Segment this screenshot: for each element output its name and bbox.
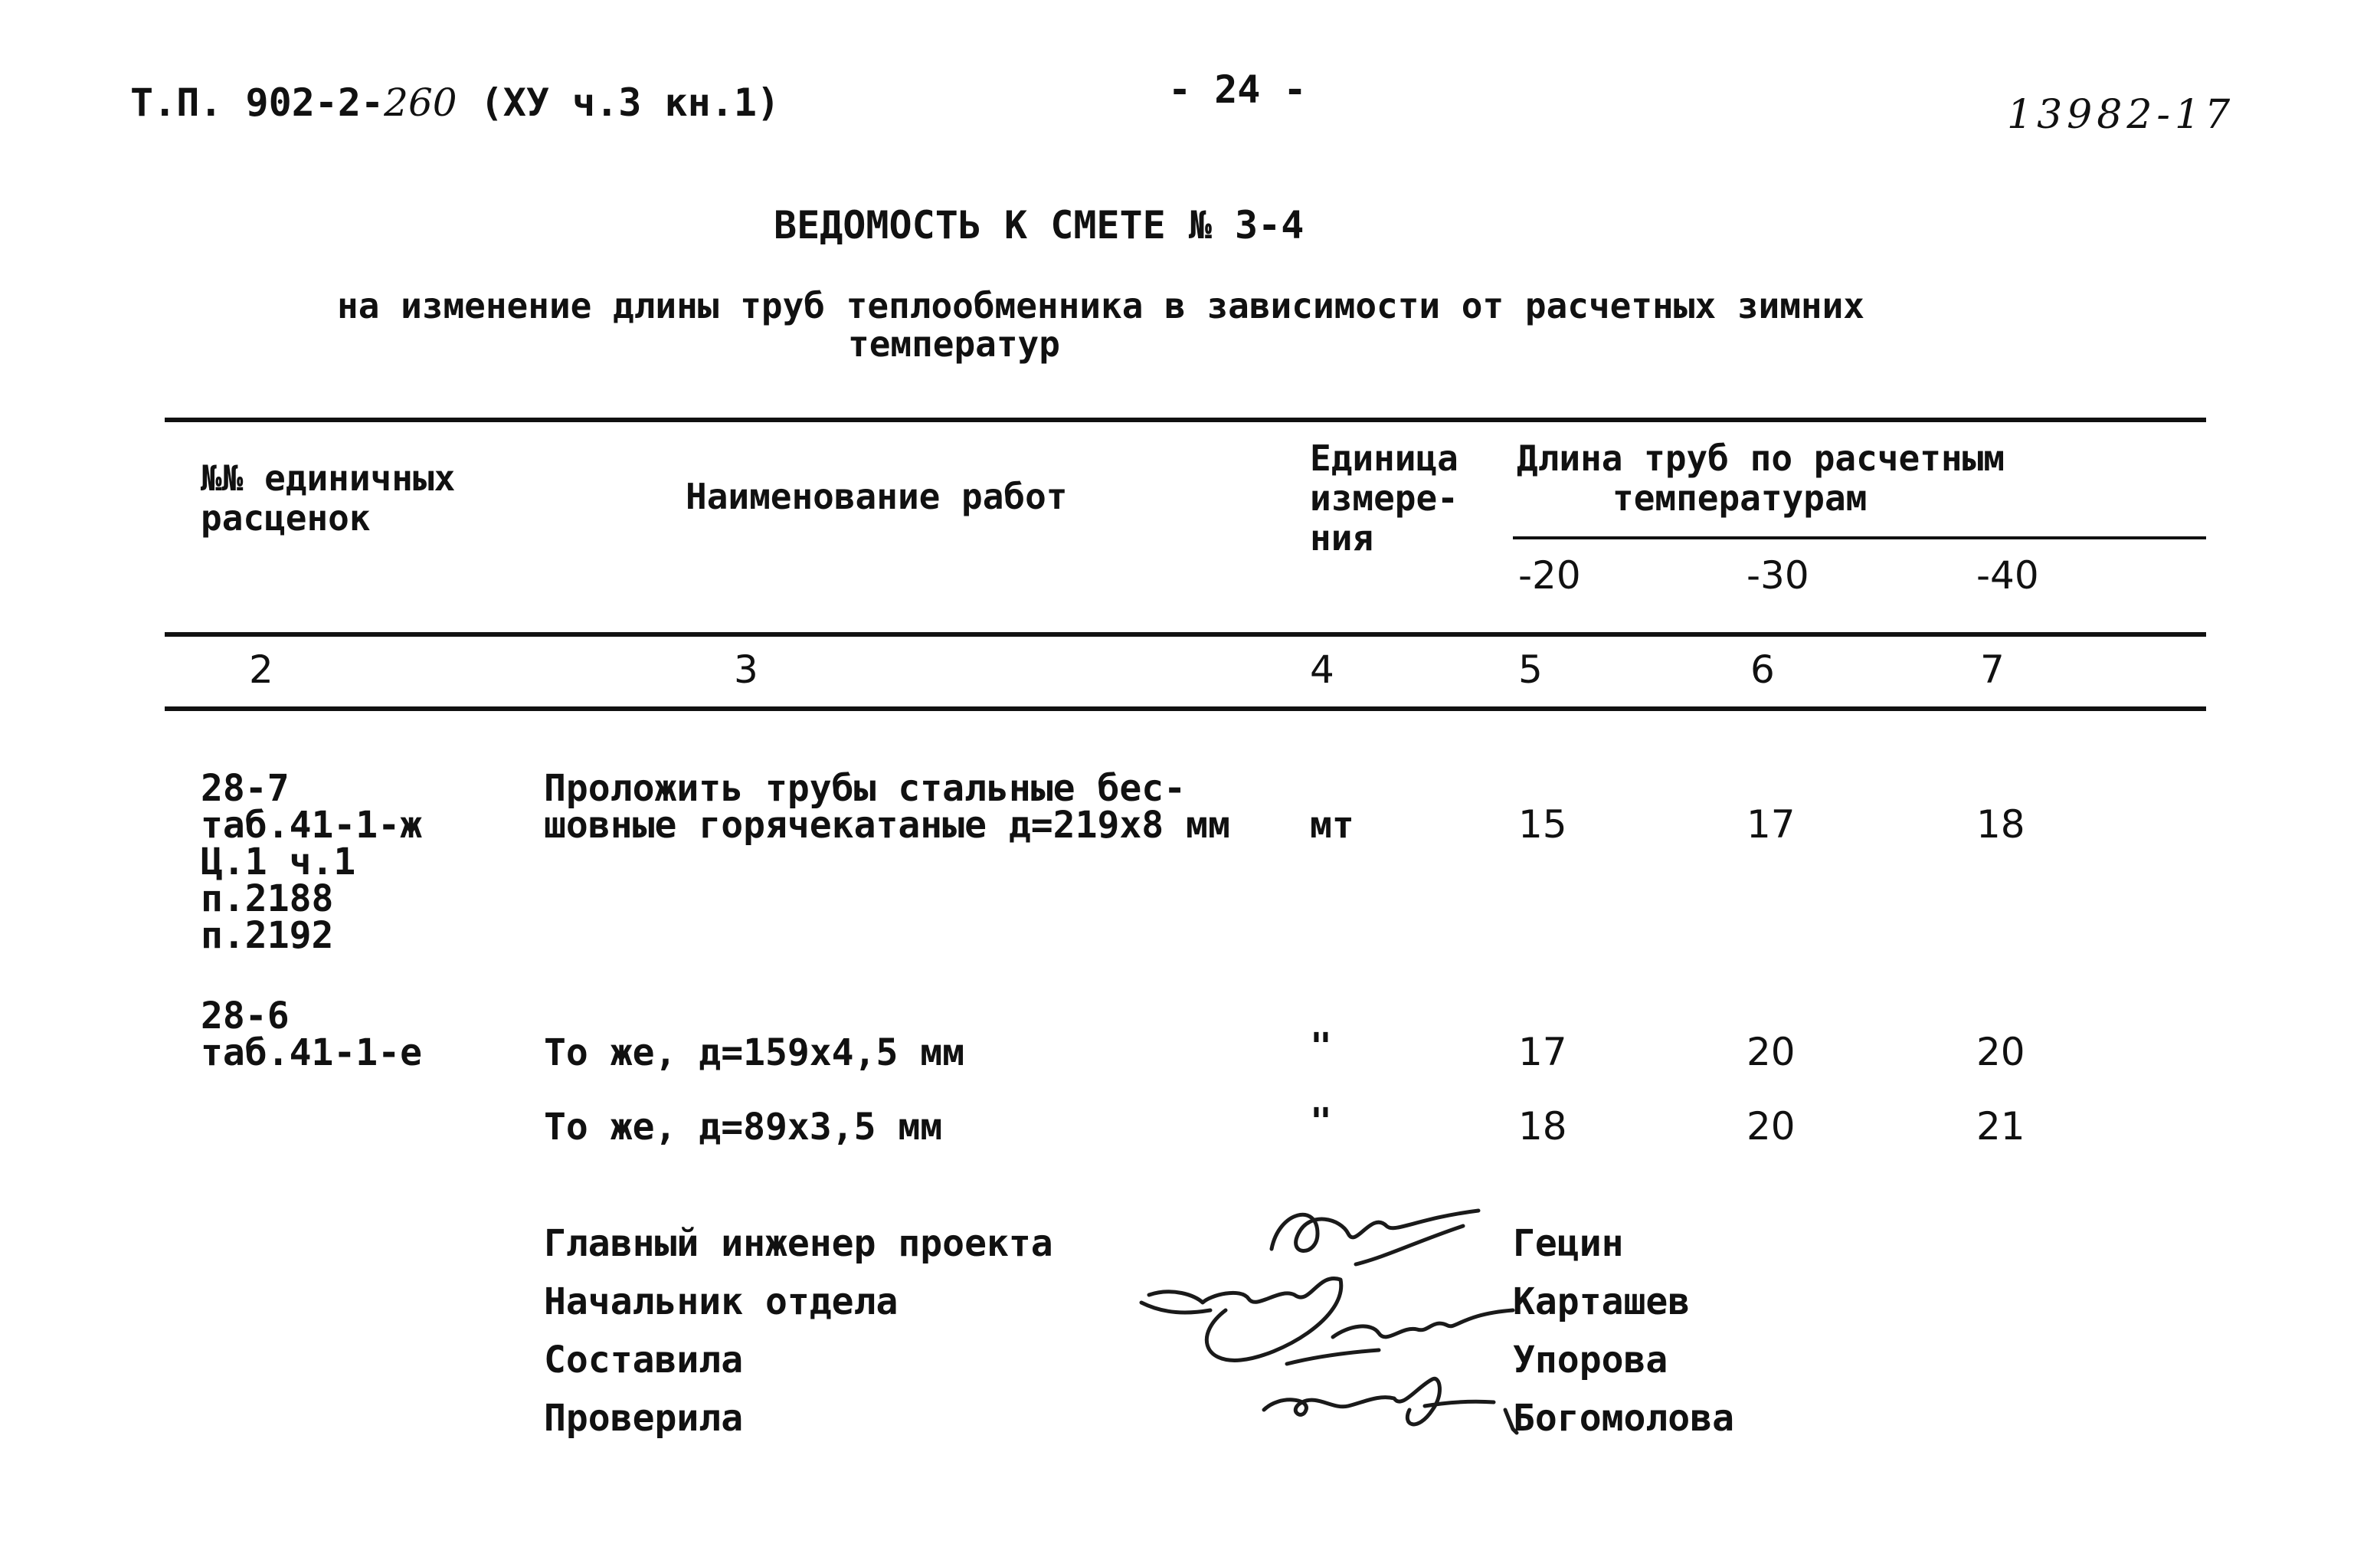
stamp-number: 13982-17 — [2007, 92, 2235, 138]
header-unit-line1: Единица — [1310, 438, 1458, 479]
table-row-3-unit: " — [1310, 1100, 1332, 1143]
table-row-2-value-minus-30: 20 — [1747, 1030, 1796, 1074]
signature-tick — [1505, 1410, 1517, 1433]
rate-line: таб.41-1-ж — [201, 804, 422, 847]
table-row-1-value-minus-20: 15 — [1518, 802, 1567, 847]
header-unit — [1310, 438, 1458, 558]
signature-scribble-3b — [1287, 1350, 1379, 1364]
column-number-2: 2 — [249, 647, 273, 692]
rate-line: п.2192 — [201, 914, 334, 957]
table-row-2-unit: " — [1310, 1025, 1332, 1068]
table-row-1-unit: мт — [1310, 804, 1354, 847]
table-row-2-work-name: То же, д=159х4,5 мм — [544, 1031, 965, 1074]
signature-name-bogomolova: Богомолова — [1513, 1397, 1734, 1440]
document-subtitle-line2: температур — [848, 323, 1060, 365]
handwritten-signatures — [1126, 1180, 1524, 1486]
work-name-line1: Проложить трубы стальные бес- — [544, 767, 1187, 810]
signature-name-kartashev: Карташев — [1513, 1280, 1691, 1323]
signature-scribble-3 — [1333, 1310, 1513, 1337]
document-code-prefix: Т.П. 902-2- — [130, 80, 385, 125]
header-length-line1: Длина труб по расчетным — [1517, 438, 2005, 479]
signature-role-department-head: Начальник отдела — [544, 1280, 899, 1323]
temperature-subheader-rule — [1513, 536, 2206, 539]
column-number-6: 6 — [1750, 647, 1775, 692]
table-row-1-value-minus-40: 18 — [1976, 802, 2025, 847]
document-title: ВЕДОМОСТЬ К СМЕТЕ № 3-4 — [774, 203, 1305, 247]
column-number-rule — [165, 706, 2206, 711]
page-number: - 24 - — [1168, 67, 1307, 112]
header-temp-minus-20: -20 — [1518, 553, 1581, 598]
signature-name-uporova: Упорова — [1513, 1339, 1668, 1381]
document-code-handwritten: 260 — [384, 80, 457, 125]
signature-role-checked-by: Проверила — [544, 1397, 744, 1440]
signature-scribble-2 — [1149, 1279, 1341, 1361]
table-row-3-work-name: То же, д=89х3,5 мм — [544, 1106, 943, 1149]
rate-line: таб.41-1-е — [201, 1031, 422, 1074]
signature-names — [1513, 1214, 1734, 1447]
table-row-1-work-name — [544, 767, 1230, 847]
column-number-5: 5 — [1518, 647, 1543, 692]
header-bottom-rule — [165, 632, 2206, 637]
header-unit-line3: ния — [1310, 517, 1374, 559]
header-unit-line2: измере- — [1310, 477, 1458, 519]
signature-scribble-4 — [1264, 1378, 1439, 1424]
table-top-rule — [165, 418, 2206, 422]
table-row-1-rates — [201, 767, 422, 957]
table-row-3-value-minus-40: 21 — [1976, 1104, 2025, 1149]
header-rates-line1: №№ единичных — [201, 457, 456, 499]
header-temp-minus-30: -30 — [1747, 553, 1809, 598]
table-row-2-rates — [201, 995, 422, 1074]
header-length-line2: температурам — [1612, 477, 1868, 519]
table-row-2-value-minus-20: 17 — [1518, 1030, 1567, 1074]
signature-scribble-2b — [1141, 1303, 1210, 1313]
document-code — [130, 80, 780, 125]
table-row-3-value-minus-30: 20 — [1747, 1104, 1796, 1149]
header-rates-line2: расценок — [201, 497, 371, 539]
column-number-3: 3 — [734, 647, 758, 692]
rate-line: 28-7 — [201, 767, 290, 810]
header-rates — [201, 458, 455, 538]
work-name-line2: шовные горячекатаные д=219х8 мм — [544, 804, 1230, 847]
column-number-7: 7 — [1980, 647, 2005, 692]
table-row-3-value-minus-20: 18 — [1518, 1104, 1567, 1149]
signature-scribble-1b — [1356, 1226, 1463, 1264]
signature-role-compiled-by: Составила — [544, 1339, 744, 1381]
document-subtitle-line1: на изменение длины труб теплообменника в зависимости от расчетных зимних — [337, 285, 1864, 326]
signature-role-chief-engineer: Главный инженер проекта — [544, 1222, 1053, 1265]
rate-line: 28-6 — [201, 995, 290, 1037]
column-number-4: 4 — [1310, 647, 1334, 692]
document-code-suffix: (ХУ ч.3 кн.1) — [480, 80, 781, 125]
rate-line: Ц.1 ч.1 — [201, 841, 356, 883]
table-row-1-value-minus-30: 17 — [1747, 802, 1796, 847]
signature-name-gecin: Гецин — [1513, 1222, 1624, 1265]
header-work-name: Наименование работ — [686, 476, 1068, 517]
table-row-2-value-minus-40: 20 — [1976, 1030, 2025, 1074]
signature-roles — [544, 1214, 1053, 1447]
header-temp-minus-40: -40 — [1976, 553, 2039, 598]
rate-line: п.2188 — [201, 877, 334, 920]
